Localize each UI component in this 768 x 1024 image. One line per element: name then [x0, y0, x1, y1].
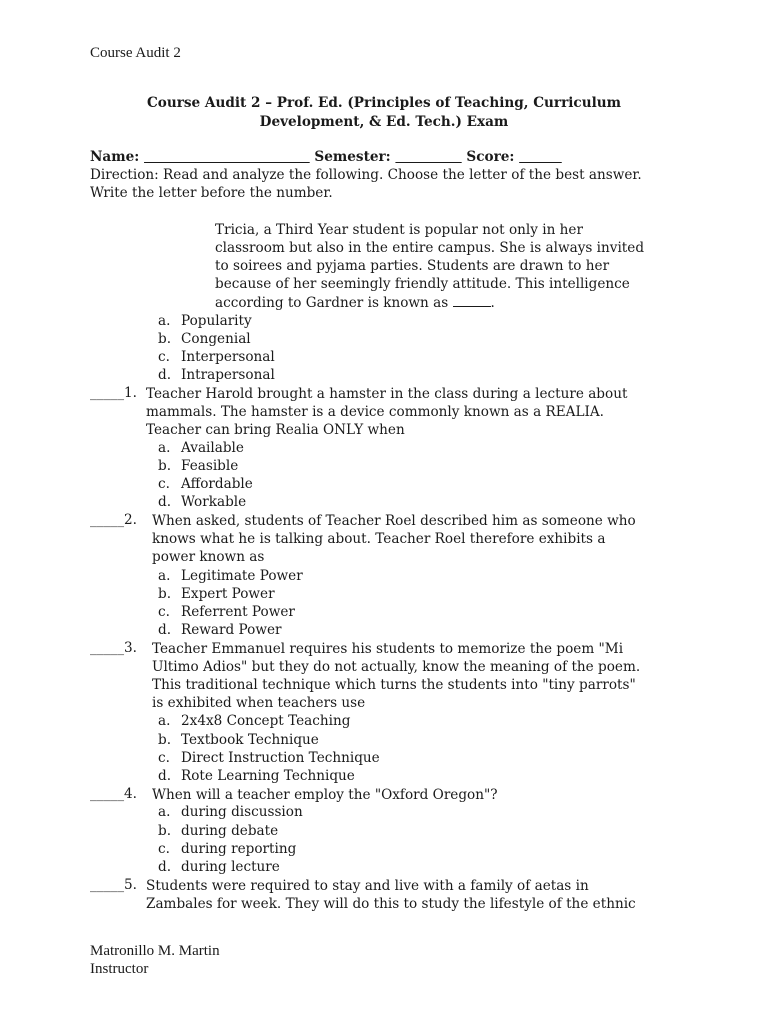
question-number: _____1.: [90, 385, 137, 401]
question-number: _____3.: [90, 640, 137, 656]
option-item: c. Affordable: [158, 476, 253, 492]
question-line: Teacher Harold brought a hamster in the class during a lecture about: [146, 386, 628, 402]
option-item: a. during discussion: [158, 804, 303, 820]
instructor-role: Instructor: [90, 961, 149, 977]
direction-line-2: Write the letter before the number.: [90, 185, 333, 201]
answer-blank: [453, 294, 491, 307]
question-line: When will a teacher employ the "Oxford Oregon"?: [152, 787, 498, 803]
option-item: d. Reward Power: [158, 622, 282, 638]
option-item: c. during reporting: [158, 841, 297, 857]
name-label: Name:: [90, 149, 140, 165]
option-item: a. Available: [158, 440, 244, 456]
option-item: d. Workable: [158, 494, 247, 510]
semester-blank: [395, 149, 461, 165]
student-info-line: [90, 149, 562, 165]
option-item: d. during lecture: [158, 859, 280, 875]
example-line: Tricia, a Third Year student is popular not only in her: [215, 222, 583, 238]
example-line: classroom but also in the entire campus. She is always invited: [215, 240, 645, 256]
option-item: a. Legitimate Power: [158, 568, 303, 584]
question-line: When asked, students of Teacher Roel described him as someone who: [152, 513, 636, 529]
instructor-name: Matronillo M. Martin: [90, 943, 220, 959]
option-item: c. Interpersonal: [158, 349, 275, 365]
option-item: c. Referrent Power: [158, 604, 295, 620]
score-blank: [519, 149, 562, 165]
option-item: d. Rote Learning Technique: [158, 768, 355, 784]
option-item: b. Textbook Technique: [158, 732, 319, 748]
name-blank: [144, 149, 310, 165]
option-item: a. 2x4x8 Concept Teaching: [158, 713, 351, 729]
question-number: _____4.: [90, 786, 137, 802]
option-item: b. Congenial: [158, 331, 251, 347]
option-item: d. Intrapersonal: [158, 367, 275, 383]
question-line: mammals. The hamster is a device commonly known as a REALIA.: [146, 404, 604, 420]
question-line: Zambales for week. They will do this to study the lifestyle of the ethnic: [146, 896, 636, 912]
direction-line-1: Direction: Read and analyze the following. Choose the letter of the best answer.: [90, 167, 642, 183]
option-item: a. Popularity: [158, 313, 252, 329]
score-label: Score:: [466, 149, 515, 165]
question-line: Ultimo Adios" but they do not actually, know the meaning of the poem.: [152, 659, 641, 675]
example-line: to soirees and pyjama parties. Students are drawn to her: [215, 258, 610, 274]
example-line-text: according to Gardner is known as: [215, 295, 449, 311]
option-item: b. during debate: [158, 823, 279, 839]
question-line: Teacher Emmanuel requires his students to memorize the poem "Mi: [152, 641, 624, 657]
semester-label: Semester:: [314, 149, 391, 165]
question-number: _____2.: [90, 512, 137, 528]
option-item: b. Feasible: [158, 458, 239, 474]
option-item: c. Direct Instruction Technique: [158, 750, 380, 766]
question-line: is exhibited when teachers use: [152, 695, 366, 711]
question-line: knows what he is talking about. Teacher Roel therefore exhibits a: [152, 531, 606, 547]
question-line: This traditional technique which turns the students into "tiny parrots": [152, 677, 636, 693]
example-line: according to Gardner is known as .: [215, 295, 495, 311]
question-number: _____5.: [90, 877, 137, 893]
exam-title-line-2: Development, & Ed. Tech.) Exam: [259, 114, 509, 130]
example-line: because of her seemingly friendly attitude. This intelligence: [215, 276, 630, 292]
exam-title-line-1: Course Audit 2 – Prof. Ed. (Principles of Teaching, Curriculum: [146, 95, 622, 111]
question-line: Students were required to stay and live with a family of aetas in: [146, 878, 589, 894]
question-line: power known as: [152, 549, 265, 565]
question-line: Teacher can bring Realia ONLY when: [146, 422, 405, 438]
option-item: b. Expert Power: [158, 586, 275, 602]
running-header: Course Audit 2: [90, 45, 181, 61]
